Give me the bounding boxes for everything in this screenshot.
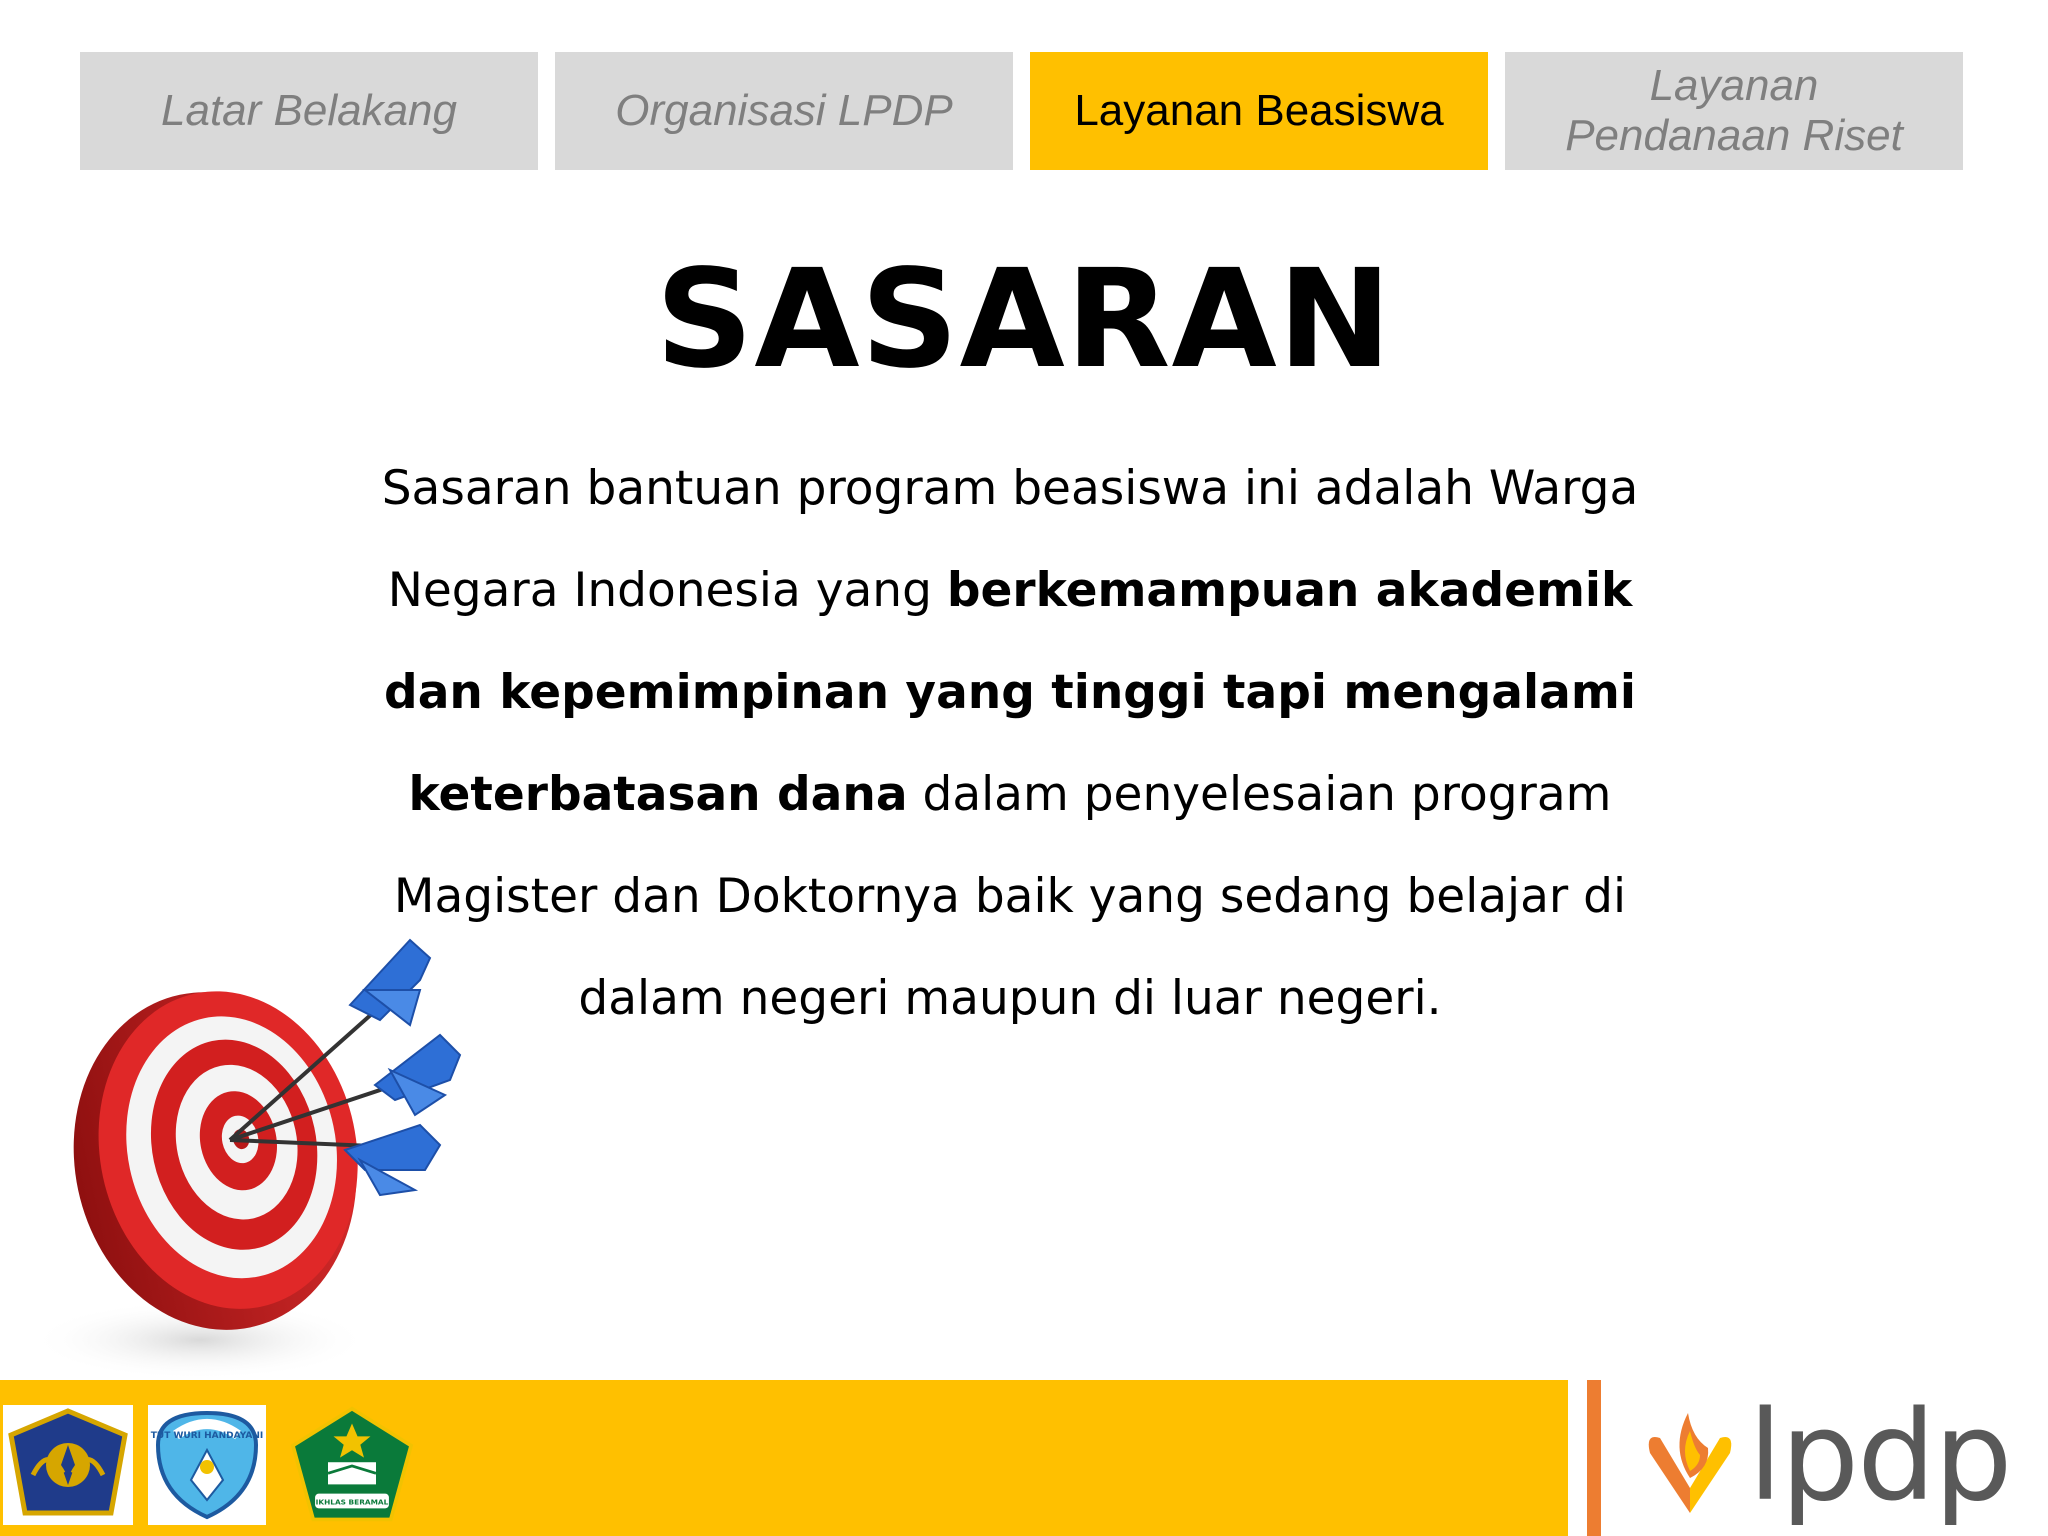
tab-label-line1: Layanan [1649, 61, 1819, 110]
slide-paragraph [340, 438, 1680, 1050]
tab-label: Layanan Beasiswa [1074, 86, 1444, 135]
tab-label-line2: Pendanaan Riset [1565, 111, 1903, 160]
paragraph-bold-text: berkemampuan akademik dan kepemimpinan yang tinggi tapi mengalami keterbatasan dana [384, 563, 1636, 822]
lpdp-logo [1630, 1385, 2030, 1535]
emblem-motto-text: TUT WURI HANDAYANI [150, 1431, 264, 1441]
tab-latar-belakang[interactable] [80, 52, 538, 170]
ministry-of-religious-affairs-emblem-icon [282, 1405, 422, 1525]
tut-wuri-handayani-emblem-icon [148, 1405, 266, 1525]
tab-label: Organisasi LPDP [615, 86, 953, 135]
emblem-motto-text: IKHLAS BERAMAL [315, 1497, 389, 1507]
paragraph-text-1: Sasaran bantuan program beasiswa ini adalah Warga Negara Indonesia yang [381, 461, 1639, 618]
lpdp-logo-text: lpdp [1748, 1385, 2011, 1529]
top-navigation [80, 52, 1963, 170]
target-darts-icon [20, 920, 480, 1400]
tab-layanan-beasiswa[interactable] [1030, 52, 1488, 170]
lpdp-flame-icon [1630, 1393, 1750, 1533]
slide-title: SASARAN [655, 241, 1393, 399]
footer-divider [1587, 1380, 1601, 1536]
ministry-of-finance-emblem-icon [3, 1405, 133, 1525]
tab-label: Latar Belakang [161, 86, 457, 135]
tab-layanan-pendanaan-riset[interactable] [1505, 52, 1963, 170]
tab-organisasi-lpdp[interactable] [555, 52, 1013, 170]
tab-label [1565, 61, 1903, 161]
paragraph-text-2: dalam penyelesaian program Magister dan Doktornya baik yang sedang belajar di dalam negeri maupun di luar negeri. [393, 767, 1627, 1026]
